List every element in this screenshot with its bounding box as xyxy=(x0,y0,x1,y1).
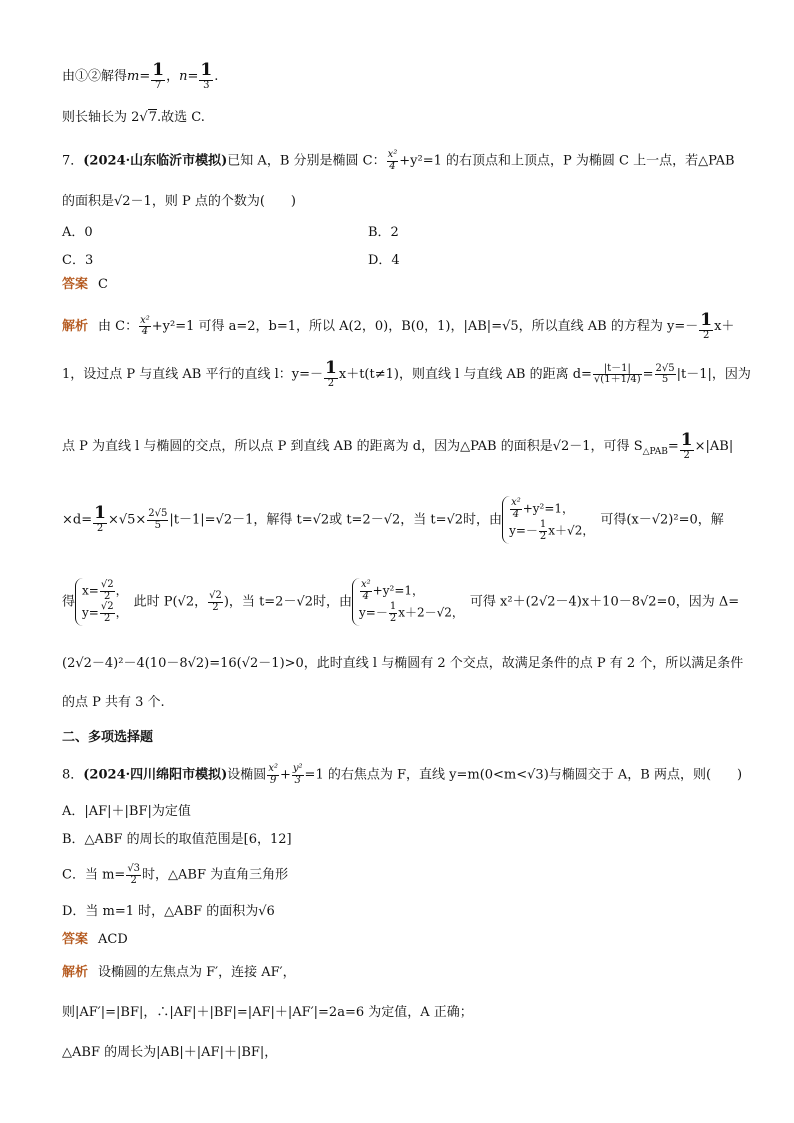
fraction: $\frac{\text{x²}}{4}$ xyxy=(140,314,150,338)
fraction: $\frac{1}{2}$ xyxy=(325,358,337,389)
analysis-label: 解析 xyxy=(62,319,89,335)
q7-option-a: A．0 xyxy=(62,225,93,240)
text: 可得(x－√2)²=0，解 xyxy=(600,512,724,528)
answer-value: C xyxy=(98,277,108,292)
text: x＋ xyxy=(714,319,735,335)
text: 由 C： xyxy=(98,319,139,335)
q8-stem xyxy=(62,764,754,786)
fraction: $\frac{1}{2}$ xyxy=(700,310,713,341)
q7-option-d: D．4 xyxy=(368,253,400,268)
equation-system: $\frac{\text{x²}}{4}$ +y²=1， y=－ $\frac{1}{2}$ x＋√2， xyxy=(502,496,600,544)
q7-option-c: C．3 xyxy=(62,253,94,268)
q7-analysis-line-6: (2√2－4)²－4(10－8√2)=16(√2－1)>0，此时直线 l 与椭圆有 2 个交点，故满足条件的点 P 有 2 个，所以满足条件 xyxy=(62,656,744,671)
q7-stem-line-2: 的面积是√2－1，则 P 点的个数为( ) xyxy=(62,194,296,209)
fraction: $\frac{\text{x²}}{4}$ xyxy=(387,149,398,172)
q8-option-d: D．当 m=1 时，△ABF 的面积为√6 xyxy=(62,904,275,919)
text: 由①②解得 xyxy=(62,69,128,85)
text: ×√5× xyxy=(107,512,147,528)
fraction: $\frac{1}{3}$ xyxy=(200,60,213,91)
equation-system: $\frac{\text{x²}}{4}$ +y²=1， y=－ $\frac{1}{2}$ x＋2－√2， xyxy=(352,578,470,626)
fraction: $\frac{2√5}{5}$ xyxy=(655,362,675,386)
text: ， xyxy=(166,69,180,85)
text: +y²=1 可得 a=2，b=1，所以 A(2，0)，B(0，1)，|AB|=√5，所以直线 AB 的方程为 y=－ xyxy=(151,319,699,335)
q8-analysis-line-1: 解析 设椭圆的左焦点为 F′，连接 AF′， xyxy=(62,965,296,980)
analysis-label: 解析 xyxy=(62,965,89,980)
fraction: $\frac{2√5}{5}$ xyxy=(148,508,168,531)
question-number: 7． xyxy=(62,153,84,169)
answer-label: 答案 xyxy=(62,277,89,292)
q7-analysis-line-4 xyxy=(62,496,754,544)
text: +y²=1 的右顶点和上顶点，P 为椭圆 C 上一点，若△PAB xyxy=(399,153,735,169)
text: = xyxy=(642,367,654,383)
text: ×d= xyxy=(62,512,93,528)
q7-analysis-line-2 xyxy=(62,360,754,389)
text: =1 的右焦点为 F，直线 y=m(0<m<√3)与椭圆交于 A，B 两点，则( ) xyxy=(304,767,743,783)
text: ×|AB| xyxy=(694,439,734,455)
text: m= xyxy=(127,69,151,85)
q8-analysis-line-2: 则|AF′|=|BF|，∴|AF|＋|BF|=|AF|＋|AF′|=2a=6 为定值，A 正确； xyxy=(62,1005,473,1020)
text: 1，设过点 P 与直线 AB 平行的直线 l：y=－ xyxy=(62,367,324,383)
text: 设椭圆 xyxy=(227,767,267,783)
fraction: $\frac{1}{2}$ xyxy=(94,503,106,535)
fraction: $\frac{1}{2}$ xyxy=(680,430,693,461)
fraction: $\frac{\text{y²}}{3}$ xyxy=(292,763,303,786)
q7-option-b: B．2 xyxy=(368,225,399,240)
text: 得 xyxy=(62,594,76,610)
q7-analysis-line-7: 的点 P 共有 3 个. xyxy=(62,695,165,710)
fraction: $\frac{\text{x²}}{9}$ xyxy=(268,763,278,786)
answer-label: 答案 xyxy=(62,932,89,947)
fraction: $\frac{1}{7}$ xyxy=(152,60,165,91)
q7-analysis-line-1 xyxy=(62,312,754,341)
text: 点 P 为直线 l 与椭圆的交点，所以点 P 到直线 AB 的距离为 d，因为△PAB 的面积是√2－1，可得 S xyxy=(62,439,643,455)
q8-option-b: B．△ABF 的周长的取值范围是[6，12] xyxy=(62,832,292,847)
text: n= xyxy=(179,69,199,85)
prev-solution-line-1 xyxy=(62,62,754,91)
text: )，当 t=2－√2时，由 xyxy=(223,594,353,610)
text: 已知 A，B 分别是椭圆 C： xyxy=(227,153,386,169)
q7-answer xyxy=(62,277,754,293)
text: + xyxy=(279,767,291,783)
text: 可得 x²＋(2√2－4)x＋10－8√2=0，因为 Δ= xyxy=(469,594,740,610)
text: |t－1|，因为 xyxy=(676,367,751,383)
question-source: (2024·山东临沂市模拟) xyxy=(83,153,228,169)
text: 此时 P(√2， xyxy=(133,594,208,610)
text: x＋t(t≠1)，则直线 l 与直线 AB 的距离 d= xyxy=(338,367,592,383)
equation-system: x= $\frac{√2}{2}$ ， y= $\frac{√2}{2}$ ， xyxy=(75,578,134,626)
sqrt: 7 xyxy=(148,110,157,125)
q7-analysis-line-5 xyxy=(62,578,754,626)
q7-analysis-line-3: 点 P 为直线 l 与椭圆的交点，所以点 P 到直线 AB 的距离为 d，因为△PAB 的面积是√2－1，可得 $S_{\triangle PAB}=$ $\frac{1}{2}$ ×|AB| xyxy=(62,430,734,461)
q8-analysis-line-3: △ABF 的周长为|AB|＋|AF|＋|BF|， xyxy=(62,1045,278,1060)
fraction: $\frac{√2}{2}$ xyxy=(209,590,222,613)
q7-stem-line-1 xyxy=(62,150,754,172)
question-source: (2024·四川绵阳市模拟) xyxy=(83,767,228,783)
text: . xyxy=(214,69,219,85)
text: = xyxy=(667,439,679,455)
fraction: $\frac{√3}{2}$ xyxy=(127,863,141,886)
fraction: $\frac{|t-1|}{√(1+1/4)}$ xyxy=(593,362,641,386)
text: |t－1|=√2－1，解得 t=√2或 t=2－√2，当 t=√2时，由 xyxy=(169,512,503,528)
text: .故选 C. xyxy=(156,110,205,125)
text: 则长轴长为 2 xyxy=(62,110,140,125)
q8-option-a: A．|AF|＋|BF|为定值 xyxy=(62,804,191,819)
q8-option-c: C．当 m= $\frac{√3}{2}$ 时，△ABF 为直角三角形 xyxy=(62,863,289,886)
question-number: 8． xyxy=(62,767,84,783)
answer-value: ACD xyxy=(98,932,128,947)
q8-answer xyxy=(62,932,754,948)
section-heading: 二、多项选择题 xyxy=(62,730,154,745)
prev-solution-line-2: 则长轴长为 2√7.故选 C. xyxy=(62,110,205,125)
